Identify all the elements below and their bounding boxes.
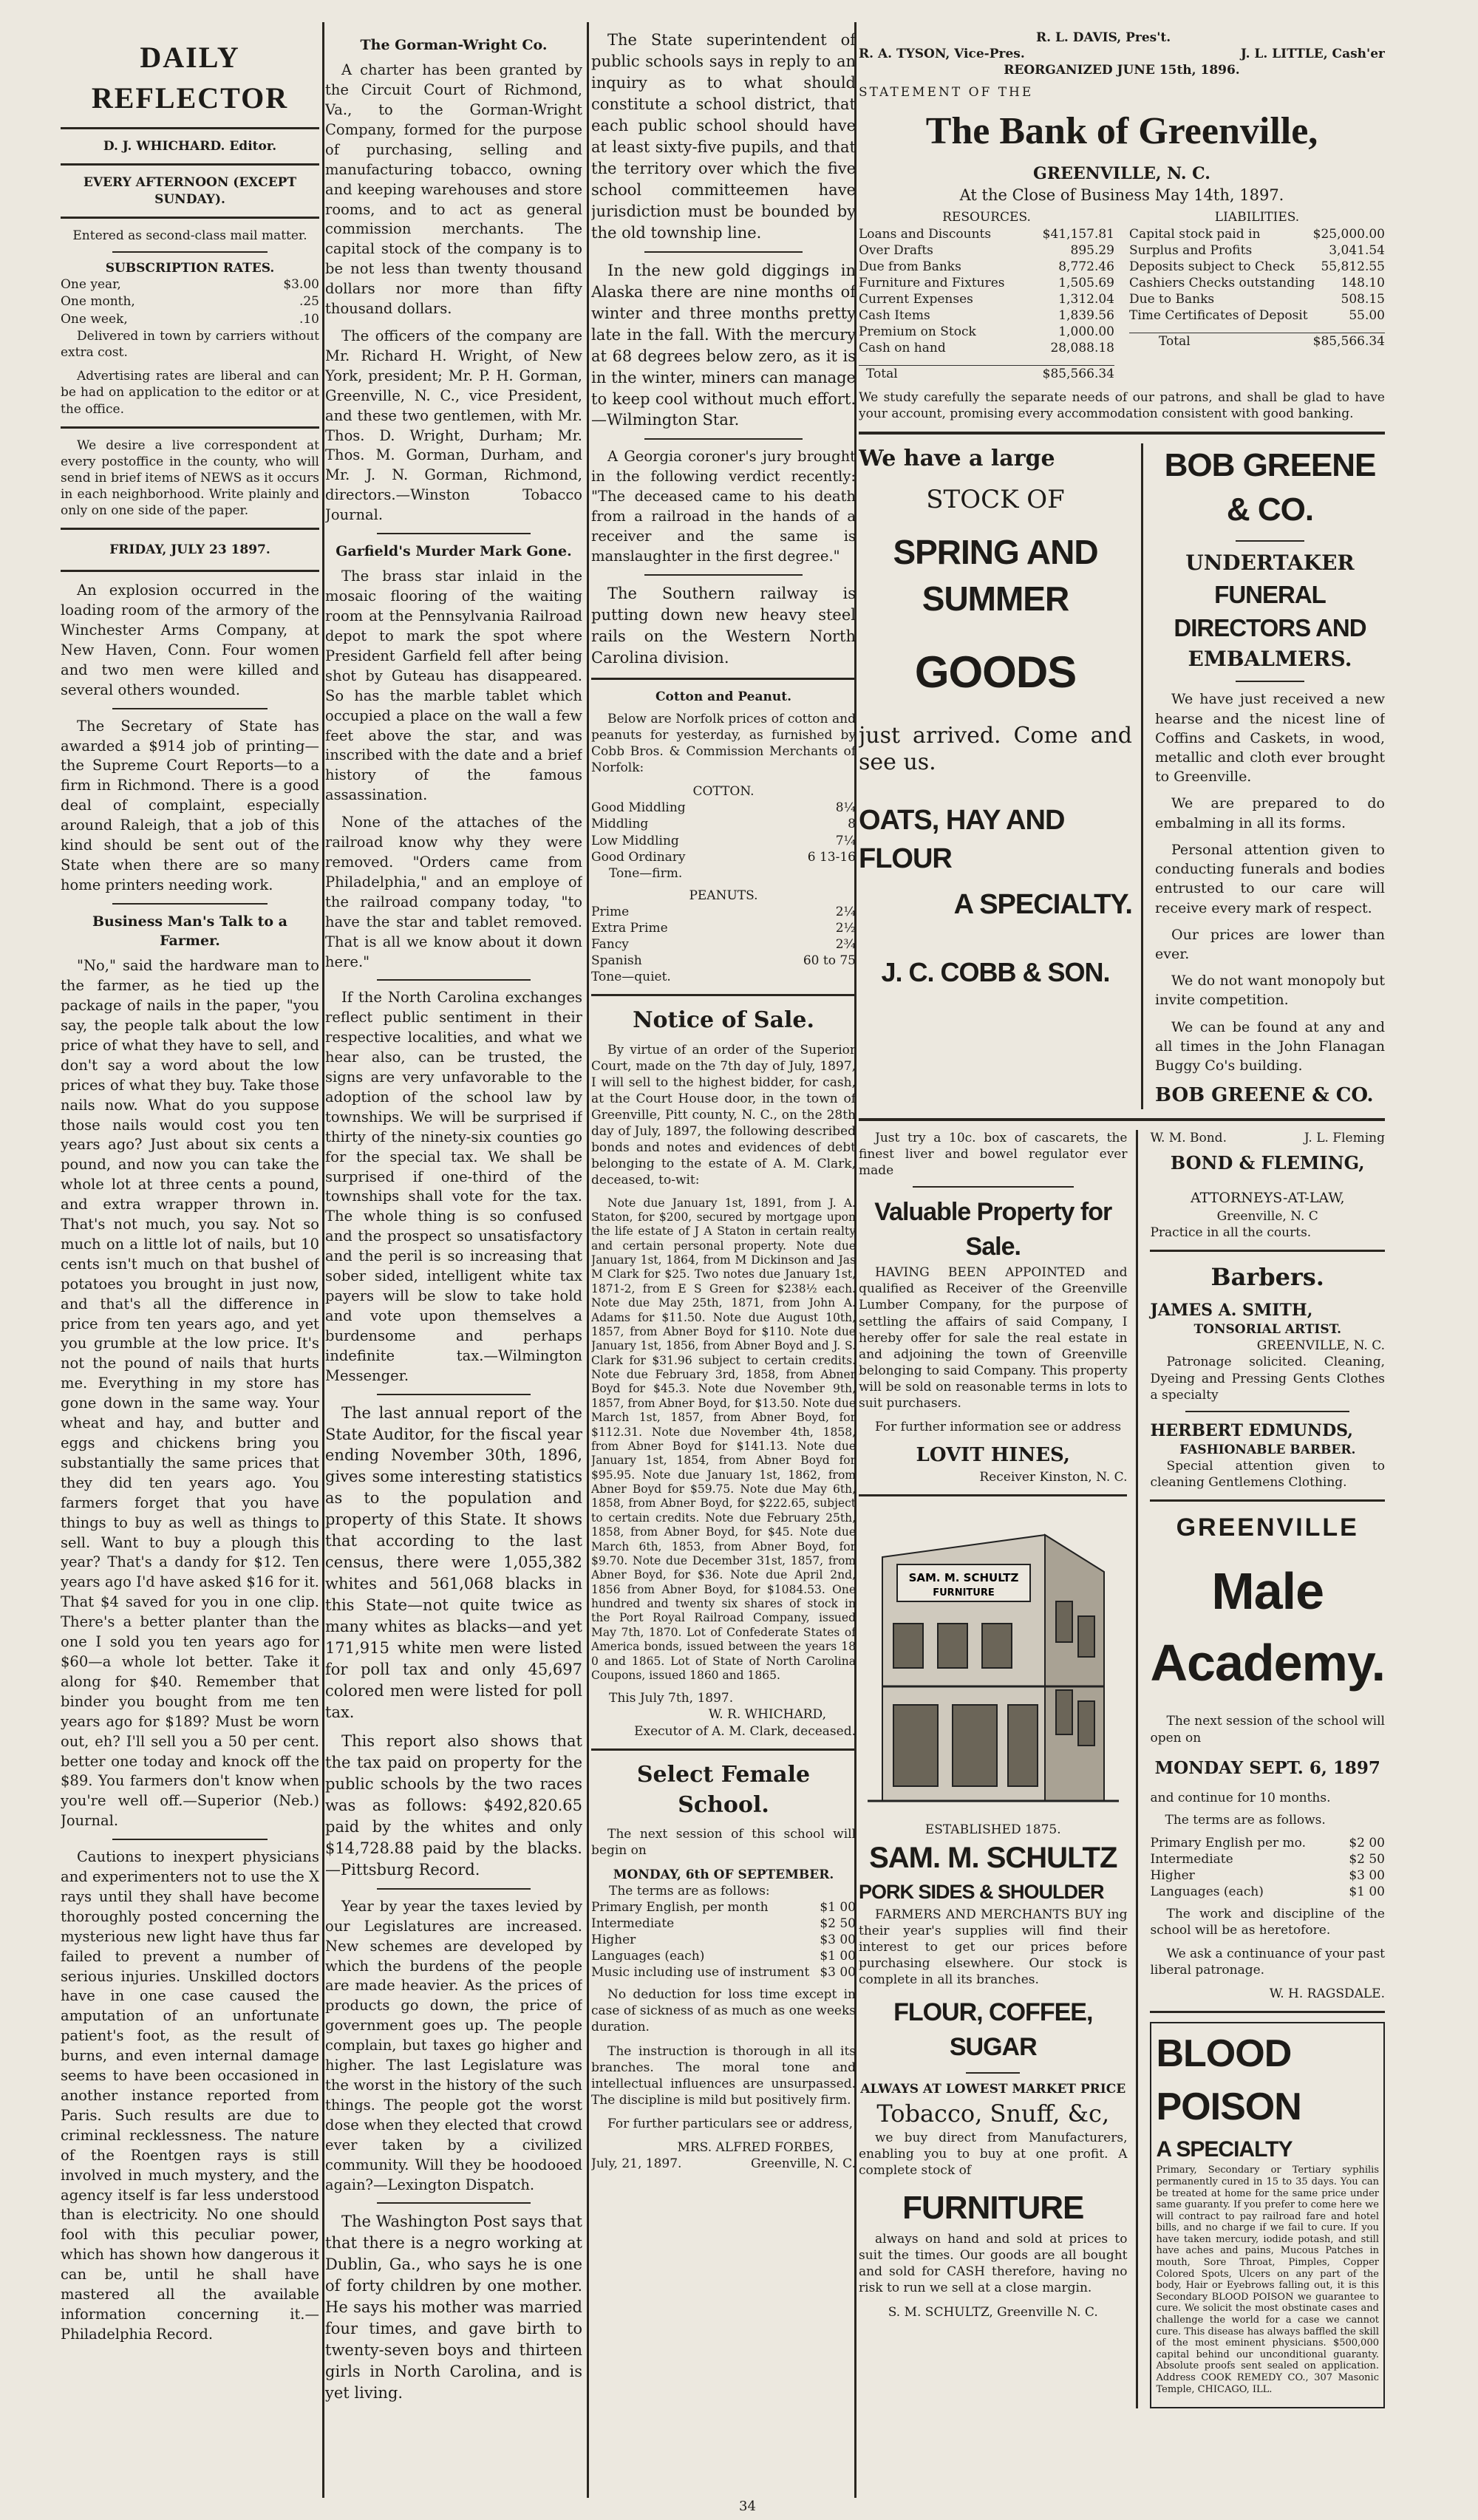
valuable-title: Valuable Property for Sale. <box>874 1198 1112 1261</box>
barbers-heading: Barbers. <box>1210 1262 1324 1291</box>
cobb-ad <box>859 443 1143 1110</box>
term-row: Primary English, per month $1 00 <box>591 1899 856 1915</box>
article-paragraph: A charter has been granted by the Circuit Court of Richmond, Va., to the Gorman-Wright Company, formed for the purpose of purchasing, selling and manufacturing tobacco, owning and keeping warehouses and store rooms, and to act as general commission merchants. The capital stock of the company is to be not less than twenty thousand dollars nor more than fifty thousand dollars. <box>325 61 582 318</box>
barber-role: FASHIONABLE BARBER. <box>1179 1443 1356 1458</box>
issue-date: FRIDAY, JULY 23 1897. <box>109 542 270 558</box>
article-heading: Garfield's Murder Mark Gone. <box>336 543 572 560</box>
school-footer: July, 21, 1897. Greenville, N. C. <box>591 2156 856 2172</box>
bank-resources <box>859 209 1114 382</box>
term-row: Intermediate $2 50 <box>1150 1851 1385 1867</box>
correspondent-note: We desire a live correspondent at every postoffice in the county, who will send in brief items of NEWS as it occurs in each neighborhood. Write plainly and only on one side of the paper. <box>61 437 319 519</box>
bond-fleming-ad <box>1150 1130 1385 1241</box>
school-paragraph: The instruction is thorough in all its branches. The moral tone and intellectual influences are unsurpassed. The discipline is mild but positively firm. <box>591 2043 856 2108</box>
academy-ad <box>1150 1511 1385 2002</box>
cobb-line: STOCK OF <box>926 484 1065 514</box>
ads-lower <box>859 1130 1385 2408</box>
resource-row: Current Expenses 1,312.04 <box>859 291 1114 307</box>
editor-line: D. J. WHICHARD. Editor. <box>103 139 277 154</box>
barber-text: Special attention given to cleaning Gentlemens Clothing. <box>1150 1459 1385 1491</box>
academy-paragraph: We ask a continuance of your past liberal patronage. <box>1150 1947 1385 1978</box>
liability-row: Surplus and Profits 3,041.54 <box>1129 242 1385 258</box>
barber-city: GREENVILLE, N. C. <box>1256 1338 1385 1354</box>
schultz-flour: FLOUR, COFFEE, SUGAR <box>893 1998 1093 2062</box>
schultz-lowest: ALWAYS AT LOWEST MARKET PRICE <box>860 2081 1126 2097</box>
greene-line: UNDERTAKER <box>1185 551 1355 576</box>
greene-paragraph: We have just received a new hearse and the nicest line of Coffins and Caskets, in wood, metallic and cloth ever brought to Greenville. <box>1155 691 1385 786</box>
lower-right-ads <box>1138 1130 1385 2408</box>
bank-officers-row: R. A. TYSON, Vice-Pres. J. L. LITTLE, Cash'er <box>859 47 1385 62</box>
cobb-signature: J. C. COBB & SON. <box>881 956 1110 987</box>
column-divider <box>587 22 589 2498</box>
barbers-ad <box>1150 1261 1385 1491</box>
market-intro: Below are Norfolk prices of cotton and peanuts for yesterday, as furnished by Cobb Bros. & Commission Merchants of Norfolk: <box>591 711 856 776</box>
price-row: Good Middling 8¼ <box>591 800 856 816</box>
bank-officers: R. L. DAVIS, Pres't. <box>1036 30 1171 45</box>
greene-paragraph: Personal attention given to conducting funerals and bodies entrusted to our care will receive every mark of respect. <box>1155 841 1385 916</box>
sale-heading: Notice of Sale. <box>633 1007 814 1034</box>
store-sign-text: SAM. M. SCHULTZ <box>908 1571 1019 1585</box>
rate-row: One month, .25 <box>61 294 319 310</box>
article-paragraph: The brass star inlaid in the mosaic flooring of the waiting room at the Pennsylvania Railroad depot to mark the spot where President Garfield fell after being shot by Guteau has disappeared. So has the marble tablet which occupied a place on the wall a few feet above the star, and was inscribed with the date and a brief history of the famous assassination. <box>325 568 582 804</box>
rate-row: One week, .10 <box>61 311 319 327</box>
column-divider <box>322 22 324 2498</box>
sale-signature: W. R. WHICHARD, <box>708 1707 826 1723</box>
store-engraving-image <box>868 1505 1119 1816</box>
cobb-headline: SPRING AND SUMMER <box>893 532 1098 619</box>
schultz-tobacco: Tobacco, Snuff, &c, <box>876 2100 1110 2128</box>
bond-firm: BOND & FLEMING, <box>1170 1152 1365 1174</box>
barber-text: Patronage solicited. Cleaning, Dyeing and Pressing Gents Clothes a specialty <box>1150 1355 1385 1403</box>
price-row: Fancy 2¾ <box>591 937 856 953</box>
academy-paragraph: The work and discipline of the school will be as heretofore. <box>1150 1906 1385 1938</box>
article-paragraph: "No," said the hardware man to the farmer, as he tied up the package of nails in the paper, "you say, the people talk about the low price of what they have to sell, and don't say a word about the low prices of what they buy. Take those nails now. What do you suppose those nails would cost you ten years ago? Just about six cents a pound, and now you can take the whole lot at three cents a pound, and extra wrapper thrown in. That's not much, you say. Not so much on a little lot of nails, but 10 cents isn't much on that bushel of potatoes you brought in just now, and that's all the difference in price from ten years ago, and yet you grumble at the low price. It's not the pound of nails that hurts me. Everything in my store has gone down in the same way. Your wheat and hay, and butter and eggs and chickens bring you substantially the same prices that they did ten years ago. You farmers forget that you have things to buy as well as things to sell. Want to buy a plough this year? That's a dandy for $12. Ten years ago I'd have asked $16 for it. That $4 saved for you in one clip. There's a better planter than the one I sold you ten years ago for $60—a whole lot better. Take it along for $40. Remember that binder you bought from me ten years ago for $189? Must be worn out, eh? I'll sell you a 50 per cent. better one today and knock off the $89. You farmers don't know when you're well off.—Superior (Neb.) Journal. <box>61 957 319 1830</box>
blood-poison-ad <box>1150 2022 1385 2408</box>
market-heading: Cotton and Peanut. <box>655 689 792 704</box>
price-row: Tone—quiet. <box>591 970 671 985</box>
school-terms-label: The terms are as follows: <box>609 1883 770 1898</box>
article-paragraph: This report also shows that the tax paid on property for the public schools by the two races was as follows: $492,820.65 paid by the whites and only $14,728.88 paid by the blacks.—Pittsburg Record. <box>325 1732 582 1879</box>
sale-notes: Note due January 1st, 1891, from J. A. Staton, for $200, secured by mortgage upon the life estate of J A Staton in certain realty and certain personal property. Note due January 1st, 1864, from M Dickinson and Jas M Clark for $25. Two notes due January 1st, 1871-2, from E S Green for $238½ each. Note due May 25th, 1871, from John A. Adams for $11.50. Note due August 10th, 1857, from Abner Boyd for $110. Note due January 1st, 1856, from Abner Boyd and J. S. Clark for $31.96 subject to certain credits. Note due February 3rd, 1858, from Abner Boyd for $45.3. Note due November 9th, 1857, from Abner Boyd, for $13.50. Note due March 1st, 1857, from Abner Boyd, for $112.31. Note due November 4th, 1858, from Abner Boyd for $141.13. Note due January 1st, 1854, from Abner Boyd for $95.95. Note due January 1st, 1862, from Abner Boyd for $59.75. Note due May 6th, 1858, from Abner Boyd, for $222.65, subject to certain credits. Note due February 25th, 1858, from Abner Boyd, for $45. Note due March 6th, 1853, from Abner Boyd, for $9.70. Note due December 31st, 1857, from Abner Boyd, for $36. Note due April 2nd, 1856 from Abner Boyd, for $1084.53. One hundred and twenty six shares of stock in the Port Royal Railroad Company, issued May 7th, 1870. Lot of Confederate States of America bonds, issued between the years 18 0 and 1865. Lot of State of North Carolina Coupons, issued 1860 and 1865. <box>591 1196 856 1682</box>
term-row: Languages (each) $1 00 <box>1150 1884 1385 1899</box>
greene-line: FUNERAL DIRECTORS AND <box>1174 580 1366 642</box>
price-row: Spanish 60 to 75 <box>591 953 856 969</box>
academy-text: and continue for 10 months. <box>1150 1791 1331 1806</box>
greene-paragraph: Our prices are lower than ever. <box>1155 926 1385 962</box>
barber-name: JAMES A. SMITH, <box>1150 1300 1313 1320</box>
article-paragraph: The Secretary of State has awarded a $914 job of printing—the Supreme Court Reports—to a firm in Richmond. There is a good deal of complaint, especially around Raleigh, that a job of this kind should be sent out of the State when there are so many home printers needing work. <box>61 717 319 893</box>
schultz-name: SAM. M. SCHULTZ <box>869 1842 1117 1875</box>
bank-footer: We study carefully the separate needs of our patrons, and shall be glad to have your account, promising every accommodation consistent with good banking. <box>859 390 1385 422</box>
sale-text: By virtue of an order of the Superior Court, made on the 7th day of July, 1897, I will sell to the highest bidder, for cash, at the Court House door, in the town of Greenville, Pitt county, N. C., on the 28th day of July, 1897, the following described bonds and notes and evidences of debt belonging to the estate of A. M. Clark, deceased, to-wit: <box>591 1042 856 1188</box>
academy-date: MONDAY SEPT. 6, 1897 <box>1154 1757 1380 1778</box>
article-heading: The Gorman-Wright Co. <box>360 37 548 53</box>
school-terms <box>591 1899 856 1981</box>
cotton-table <box>591 800 856 881</box>
school-paragraph: For further particulars see or address, <box>607 2116 854 2131</box>
article-paragraph: A Georgia coroner's jury brought in the following verdict recently: "The deceased came to his death from a railroad in the hands of a receiver and the same is manslaughter in the first degree." <box>591 448 856 565</box>
school-signature: MRS. ALFRED FORBES, <box>677 2139 834 2155</box>
term-row: Higher $3 00 <box>591 1932 856 1947</box>
article-paragraph: Year by year the taxes levied by our Legislatures are increased. New schemes are developed by which the burdens of the people are made heavier. As the prices of products go down, the price of government goes up. The people complain, but taxes go higher and higher. The last Legislature was the worst in the history of the such things. The people got the worst dose when they elected that crowd ever taken by a civilized community. Will they be hoodooed again?—Lexington Dispatch. <box>325 1897 582 2193</box>
bank-statement-table <box>859 209 1385 382</box>
resources-label: RESOURCES. <box>942 210 1031 225</box>
price-row: Extra Prime 2½ <box>591 920 856 936</box>
bank-city: GREENVILLE, N. C. <box>1033 164 1210 184</box>
resource-row: Due from Banks 8,772.46 <box>859 259 1114 274</box>
valuable-name: LOVIT HINES, <box>916 1444 1070 1467</box>
term-row: Music including use of instrument $3 00 <box>591 1965 856 1981</box>
resource-row: Over Drafts 895.29 <box>859 242 1114 258</box>
bank-ad <box>859 30 1385 423</box>
greene-paragraph: We do not want monopoly but invite competition. <box>1155 973 1385 1009</box>
liability-row: Cashiers Checks outstanding 148.10 <box>1129 275 1385 290</box>
valuable-text: For further information see or address <box>875 1420 1122 1435</box>
price-row: Middling 8 <box>591 817 856 832</box>
price-row: Good Ordinary 6 13-16 <box>591 849 856 865</box>
barber-role: TONSORIAL ARTIST. <box>1193 1322 1341 1338</box>
cascarets-ad: Just try a 10c. box of cascarets, the finest liver and bowel regulator ever made <box>859 1131 1128 1179</box>
schultz-text: FARMERS AND MERCHANTS BUY ing their year's supplies will find their interest to get our prices before purchasing elsewhere. Our stock is complete in all its branches. <box>859 1907 1128 1988</box>
greene-paragraph: We can be found at any and all times in the John Flanagan Buggy Co's building. <box>1155 1018 1385 1075</box>
greene-line: EMBALMERS. <box>1188 646 1352 671</box>
schultz-text: we buy direct from Manufacturers, enabling you to buy at one profit. A complete stock of <box>859 2131 1128 2179</box>
article-heading: Business Man's Talk to a Farmer. <box>92 913 287 950</box>
peanut-table <box>591 904 856 985</box>
price-row: Low Middling 7¼ <box>591 833 856 848</box>
sale-date: This July 7th, 1897. <box>609 1691 734 1706</box>
column-4 <box>859 30 1385 2490</box>
rates-list <box>61 276 319 328</box>
term-row: Primary English per mo. $2 00 <box>1150 1835 1385 1850</box>
term-row: Higher $3 00 <box>1150 1867 1385 1883</box>
academy-title-1: GREENVILLE <box>1176 1513 1359 1542</box>
advertising-note: Advertising rates are liberal and can be had on application to the editor or at the office. <box>61 369 319 417</box>
article-paragraph: The State superintendent of public schools says in reply to an inquiry as to what should constitute a school district, that each public school should have at least sixty-five pupils, and that the territory over which the five school committeemen have jurisdiction must be bounded by the old township line. <box>591 31 856 242</box>
schultz-pork: PORK SIDES & SHOULDER <box>859 1881 1104 1904</box>
liability-row: Capital stock paid in $25,000.00 <box>1129 226 1385 242</box>
sale-executor: Executor of A. M. Clark, deceased. <box>634 1723 856 1739</box>
schultz-established: ESTABLISHED 1875. <box>924 1822 1061 1838</box>
cobb-headline: A SPECIALTY. <box>953 889 1132 921</box>
cobb-line: We have a large <box>859 445 1055 471</box>
bank-statement: STATEMENT OF THE <box>859 85 1034 101</box>
resource-total: Total $85,566.34 <box>859 365 1114 382</box>
schultz-furniture: FURNITURE <box>902 2190 1084 2227</box>
resource-row: Cash on hand 28,088.18 <box>859 341 1114 356</box>
bond-practice: Practice in all the courts. <box>1150 1225 1312 1240</box>
term-row: Intermediate $2 50 <box>591 1915 856 1931</box>
school-date: MONDAY, 6th OF SEPTEMBER. <box>613 1867 834 1882</box>
article-paragraph: None of the attaches of the railroad know why they were removed. "Orders came from Philadelphia," and an employe of the railroad company today, "to have the star and tablet removed. That is all we know about it down here." <box>325 814 582 970</box>
article-paragraph: In the new gold diggings in Alaska there are nine months of winter and three months pretty late in the fall. With the mercury at 68 degrees below zero, as it is in the winter, miners can manage to keep cool without much effort.—Wilmington Star. <box>591 261 856 429</box>
peanut-label: PEANUTS. <box>689 888 758 903</box>
price-row: Tone—firm. <box>609 865 683 881</box>
resource-row: Premium on Stock 1,000.00 <box>859 324 1114 340</box>
blood-subtitle: A SPECIALTY <box>1156 2136 1293 2162</box>
resource-row: Furniture and Fixtures 1,505.69 <box>859 275 1114 290</box>
article-paragraph: The Washington Post says that that there is a negro working at Dublin, Ga., who says he is one of forty children by one mother. He says his mother was married four times, and gave birth to twenty-seven boys and thirteen girls in North Carolina, and is yet living. <box>325 2213 582 2402</box>
article-paragraph: The last annual report of the State Auditor, for the fiscal year ending November 30th, 1896, gives some interesting statistics as to the population and property of this State. It shows that according to the last census, there were 1,055,382 whites and 561,068 blacks in this State—not quite twice as many whites as blacks—and yet 171,915 white men were listed for poll tax and only 45,697 colored men were listed for poll tax. <box>325 1403 582 1722</box>
page-number: 34 <box>739 2499 756 2514</box>
academy-terms-label: The terms are as follows. <box>1165 1813 1326 1828</box>
cobb-line: just arrived. Come and see us. <box>859 722 1132 775</box>
bank-name: The Bank of Greenville, <box>925 110 1318 153</box>
column-2 <box>325 30 582 2490</box>
store-sign-text: FURNITURE <box>932 1587 995 1599</box>
resource-row: Cash Items 1,839.56 <box>859 308 1114 324</box>
rate-row: One year, $3.00 <box>61 276 319 292</box>
school-paragraph: No deduction for loss time except in case of sickness of as much as one weeks duration. <box>591 1987 856 2035</box>
blood-title: BLOOD POISON <box>1156 2032 1301 2129</box>
valuable-text: HAVING BEEN APPOINTED and qualified as Receiver of the Greenville Lumber Company, for the purpose of settling the affairs of said Company, I hereby offer for sale the real estate in and adjoining the town of Greenville belonging to said Company. This property will be sold on reasonable terms in lots to suit purchasers. <box>859 1265 1128 1411</box>
delivery-note: Delivered in town by carriers without extra cost. <box>61 329 319 361</box>
column-3 <box>591 30 856 2490</box>
bond-names: W. M. Bond. J. L. Fleming <box>1150 1131 1385 1146</box>
schultz-text: always on hand and sold at prices to suit the times. Our goods are all bought and sold for CASH therefore, having no risk to run we sell at a close margin. <box>859 2232 1128 2296</box>
barber-name: HERBERT EDMUNDS, <box>1150 1420 1353 1440</box>
school-text: The next session of this school will begin on <box>591 1827 856 1859</box>
schultz-signature: S. M. SCHULTZ, Greenville N. C. <box>888 2304 1098 2320</box>
cotton-label: COTTON. <box>692 784 755 800</box>
bank-liabilities <box>1129 209 1385 382</box>
valuable-role: Receiver Kinston, N. C. <box>979 1470 1128 1485</box>
liability-row: Time Certificates of Deposit 55.00 <box>1129 308 1385 324</box>
cobb-headline: GOODS <box>914 647 1077 697</box>
bank-reorganized: REORGANIZED JUNE 15th, 1896. <box>1004 63 1240 78</box>
greene-title: BOB GREENE & CO. <box>1164 446 1376 528</box>
schultz-ad <box>859 1505 1127 2320</box>
price-row: Prime 2¼ <box>591 904 856 919</box>
liability-total: Total $85,566.34 <box>1129 333 1385 350</box>
greene-ad <box>1143 443 1385 1110</box>
ads-upper <box>859 443 1385 1110</box>
liabilities-label: LIABILITIES. <box>1214 210 1300 225</box>
entered-line: Entered as second-class mail matter. <box>72 228 307 243</box>
resource-row: Loans and Discounts $41,157.81 <box>859 226 1114 242</box>
valuable-property-ad <box>859 1195 1127 1485</box>
liability-row: Due to Banks 508.15 <box>1129 291 1385 307</box>
blood-text: Primary, Secondary or Tertiary syphilis permanently cured in 15 to 35 days. You can be treated at home for the same price under same guaranty. If you prefer to come here we will contract to pay railroad fare and hotel bills, and no charge if we fail to cure. If you have taken mercury, iodide potash, and still have aches and pains, Mucous Patches in mouth, Sore Throat, Pimples, Copper Colored Spots, Ulcers on any part of the body, Hair or Eyebrows falling out, it is this Secondary BLOOD POISON we guarantee to cure. We solicit the most obstinate cases and challenge the world for a case we cannot cure. This disease has always baffled the skill of the most eminent physicians. $500,000 capital behind our unconditional guaranty. Absolute proofs sent sealed on application. Address COOK REMEDY CO., 307 Masonic Temple, CHICAGO, ILL. <box>1156 2165 1379 2395</box>
masthead-title: DAILY REFLECTOR <box>91 41 289 115</box>
bank-close: At the Close of Business May 14th, 1897. <box>959 186 1284 205</box>
rates-title: SUBSCRIPTION RATES. <box>105 260 275 276</box>
school-heading: Select Female School. <box>636 1761 811 1818</box>
greene-paragraph: We are prepared to do embalming in all its forms. <box>1155 795 1385 831</box>
column-1 <box>61 30 319 2490</box>
article-paragraph: If the North Carolina exchanges reflect public sentiment in their respective localities, and what we hear also, can be trusted, the signs are very unfavorable to the adoption of the school law by townships. We will be surprised if thirty of the ninety-six counties go for the special tax. We shall be surprised if one-third of the townships shall vote for the tax. The whole thing is so confused and the prospect so unsatisfactory and the peril is so increasing that sober sided, intelligent white tax payers will be slow to take hold and vote upon themselves a burdensome and perhaps indefinite tax.—Wilmington Messenger. <box>325 989 582 1384</box>
bond-city: Greenville, N. C <box>1216 1208 1318 1224</box>
academy-title-2: Male Academy. <box>1150 1562 1385 1692</box>
schedule-line: EVERY AFTERNOON (EXCEPT SUNDAY). <box>83 175 297 207</box>
article-paragraph: The Southern railway is putting down new heavy steel rails on the Western North Carolina division. <box>591 584 856 667</box>
bond-role: ATTORNEYS-AT-LAW, <box>1190 1190 1345 1207</box>
article-paragraph: An explosion occurred in the loading room of the armory of the Winchester Arms Company, at New Haven, Conn. Four women and two men were killed and several others wounded. <box>61 582 319 698</box>
cobb-headline: OATS, HAY AND FLOUR <box>859 804 1065 875</box>
article-paragraph: The officers of the company are Mr. Richard H. Wright, of New York, president; Mr. P. H. Gorman, Greenville, N. C., vice President, and these two gentlemen, with Mr. Thos. D. Wright, Durham; Mr. Thos. M. Gorman, Durham, and Mr. J. N. Gorman, Richmond, directors.—Winston Tobacco Journal. <box>325 327 582 524</box>
academy-signature: W. H. RAGSDALE. <box>1269 1986 1385 2002</box>
term-row: Languages (each) $1 00 <box>591 1949 856 1964</box>
greene-signature: BOB GREENE & CO. <box>1155 1084 1374 1107</box>
academy-text: The next session of the school will open on <box>1150 1714 1385 1746</box>
article-paragraph: Cautions to inexpert physicians and experimenters not to use the X rays until they shall have become thoroughly posted concerning the mysterious new light have thus far failed to prevent a number of serious injuries. Unskilled doctors have in one case caused the amputation of an unfortunate patient's foot, as the result of burns, and even internal damage seems to have been occasioned in another instance reported from Paris. Such results are due to criminal recklessness. The nature of the Roentgen rays is still involved in much mystery, and the agency itself is far less understood than is electricity. No one should fool with this peculiar power, which has shown how dangerous it can be, until he shall have mastered all the available information concerning it.—Philadelphia Record. <box>61 1848 319 2343</box>
liability-row: Deposits subject to Check 55,812.55 <box>1129 259 1385 274</box>
lower-left-ads <box>859 1130 1138 2408</box>
